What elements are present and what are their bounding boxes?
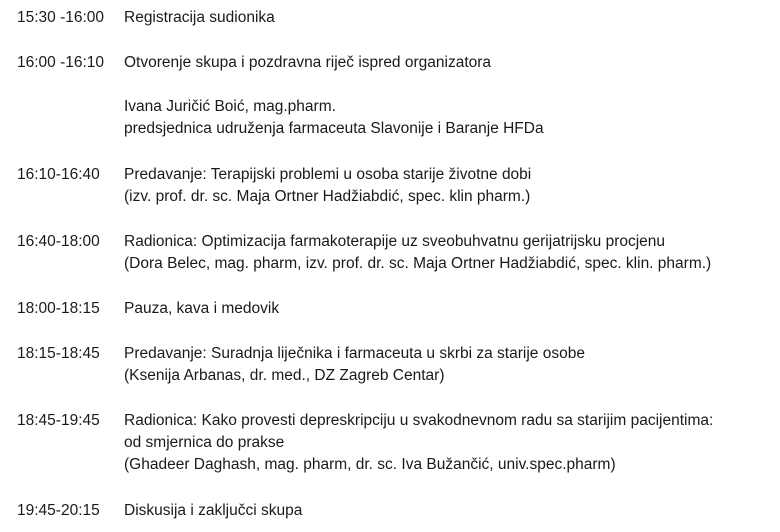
agenda-description <box>124 343 774 387</box>
agenda-speakers: (Ghadeer Daghash, mag. pharm, dr. sc. Iva Bužančić, univ.spec.pharm) <box>124 456 616 473</box>
agenda-description <box>124 298 774 320</box>
agenda-time: 18:15-18:45 <box>17 345 100 362</box>
agenda-description <box>124 500 774 522</box>
agenda-time: 18:00-18:15 <box>17 300 100 317</box>
speaker-name: Ivana Juričić Boić, mag.pharm. <box>124 98 336 115</box>
agenda-time: 16:00 -16:10 <box>17 54 105 71</box>
agenda-title: Predavanje: Suradnja liječnika i farmaceuta u skrbi za starije osobe <box>124 345 585 362</box>
agenda-title: Radionica: Kako provesti depreskripciju u svakodnevnom radu sa starijim pacijentima: <box>124 412 714 429</box>
speaker-role: predsjednica udruženja farmaceuta Slavonije i Baranje HFDa <box>124 120 544 137</box>
agenda-speakers: (Ksenija Arbanas, dr. med., DZ Zagreb Centar) <box>124 367 445 384</box>
agenda-speakers: (Dora Belec, mag. pharm, izv. prof. dr. sc. Maja Ortner Hadžiabdić, spec. klin. pharm.) <box>124 255 712 272</box>
agenda-title: Radionica: Optimizacija farmakoterapije uz sveobuhvatnu gerijatrijsku procjenu <box>124 233 666 250</box>
agenda-title-continued: od smjernica do prakse <box>124 434 285 451</box>
agenda-description <box>124 7 774 29</box>
agenda-description <box>124 52 774 74</box>
agenda-description <box>124 410 774 476</box>
agenda-time: 18:45-19:45 <box>17 412 100 429</box>
agenda-title: Registracija sudionika <box>124 9 275 26</box>
agenda-title: Otvorenje skupa i pozdravna riječ ispred organizatora <box>124 54 492 71</box>
agenda-time: 15:30 -16:00 <box>17 9 105 26</box>
agenda-time: 16:10-16:40 <box>17 166 100 183</box>
agenda-time: 16:40-18:00 <box>17 233 100 250</box>
agenda-title: Pauza, kava i medovik <box>124 300 280 317</box>
agenda-title: Predavanje: Terapijski problemi u osoba starije životne dobi <box>124 166 532 183</box>
agenda-speakers: (izv. prof. dr. sc. Maja Ortner Hadžiabdić, spec. klin pharm.) <box>124 188 531 205</box>
agenda-title: Diskusija i zaključci skupa <box>124 502 303 519</box>
agenda-description <box>124 231 774 275</box>
agenda-description <box>124 164 774 208</box>
agenda-speaker-block <box>124 96 774 140</box>
agenda-time: 19:45-20:15 <box>17 502 100 519</box>
